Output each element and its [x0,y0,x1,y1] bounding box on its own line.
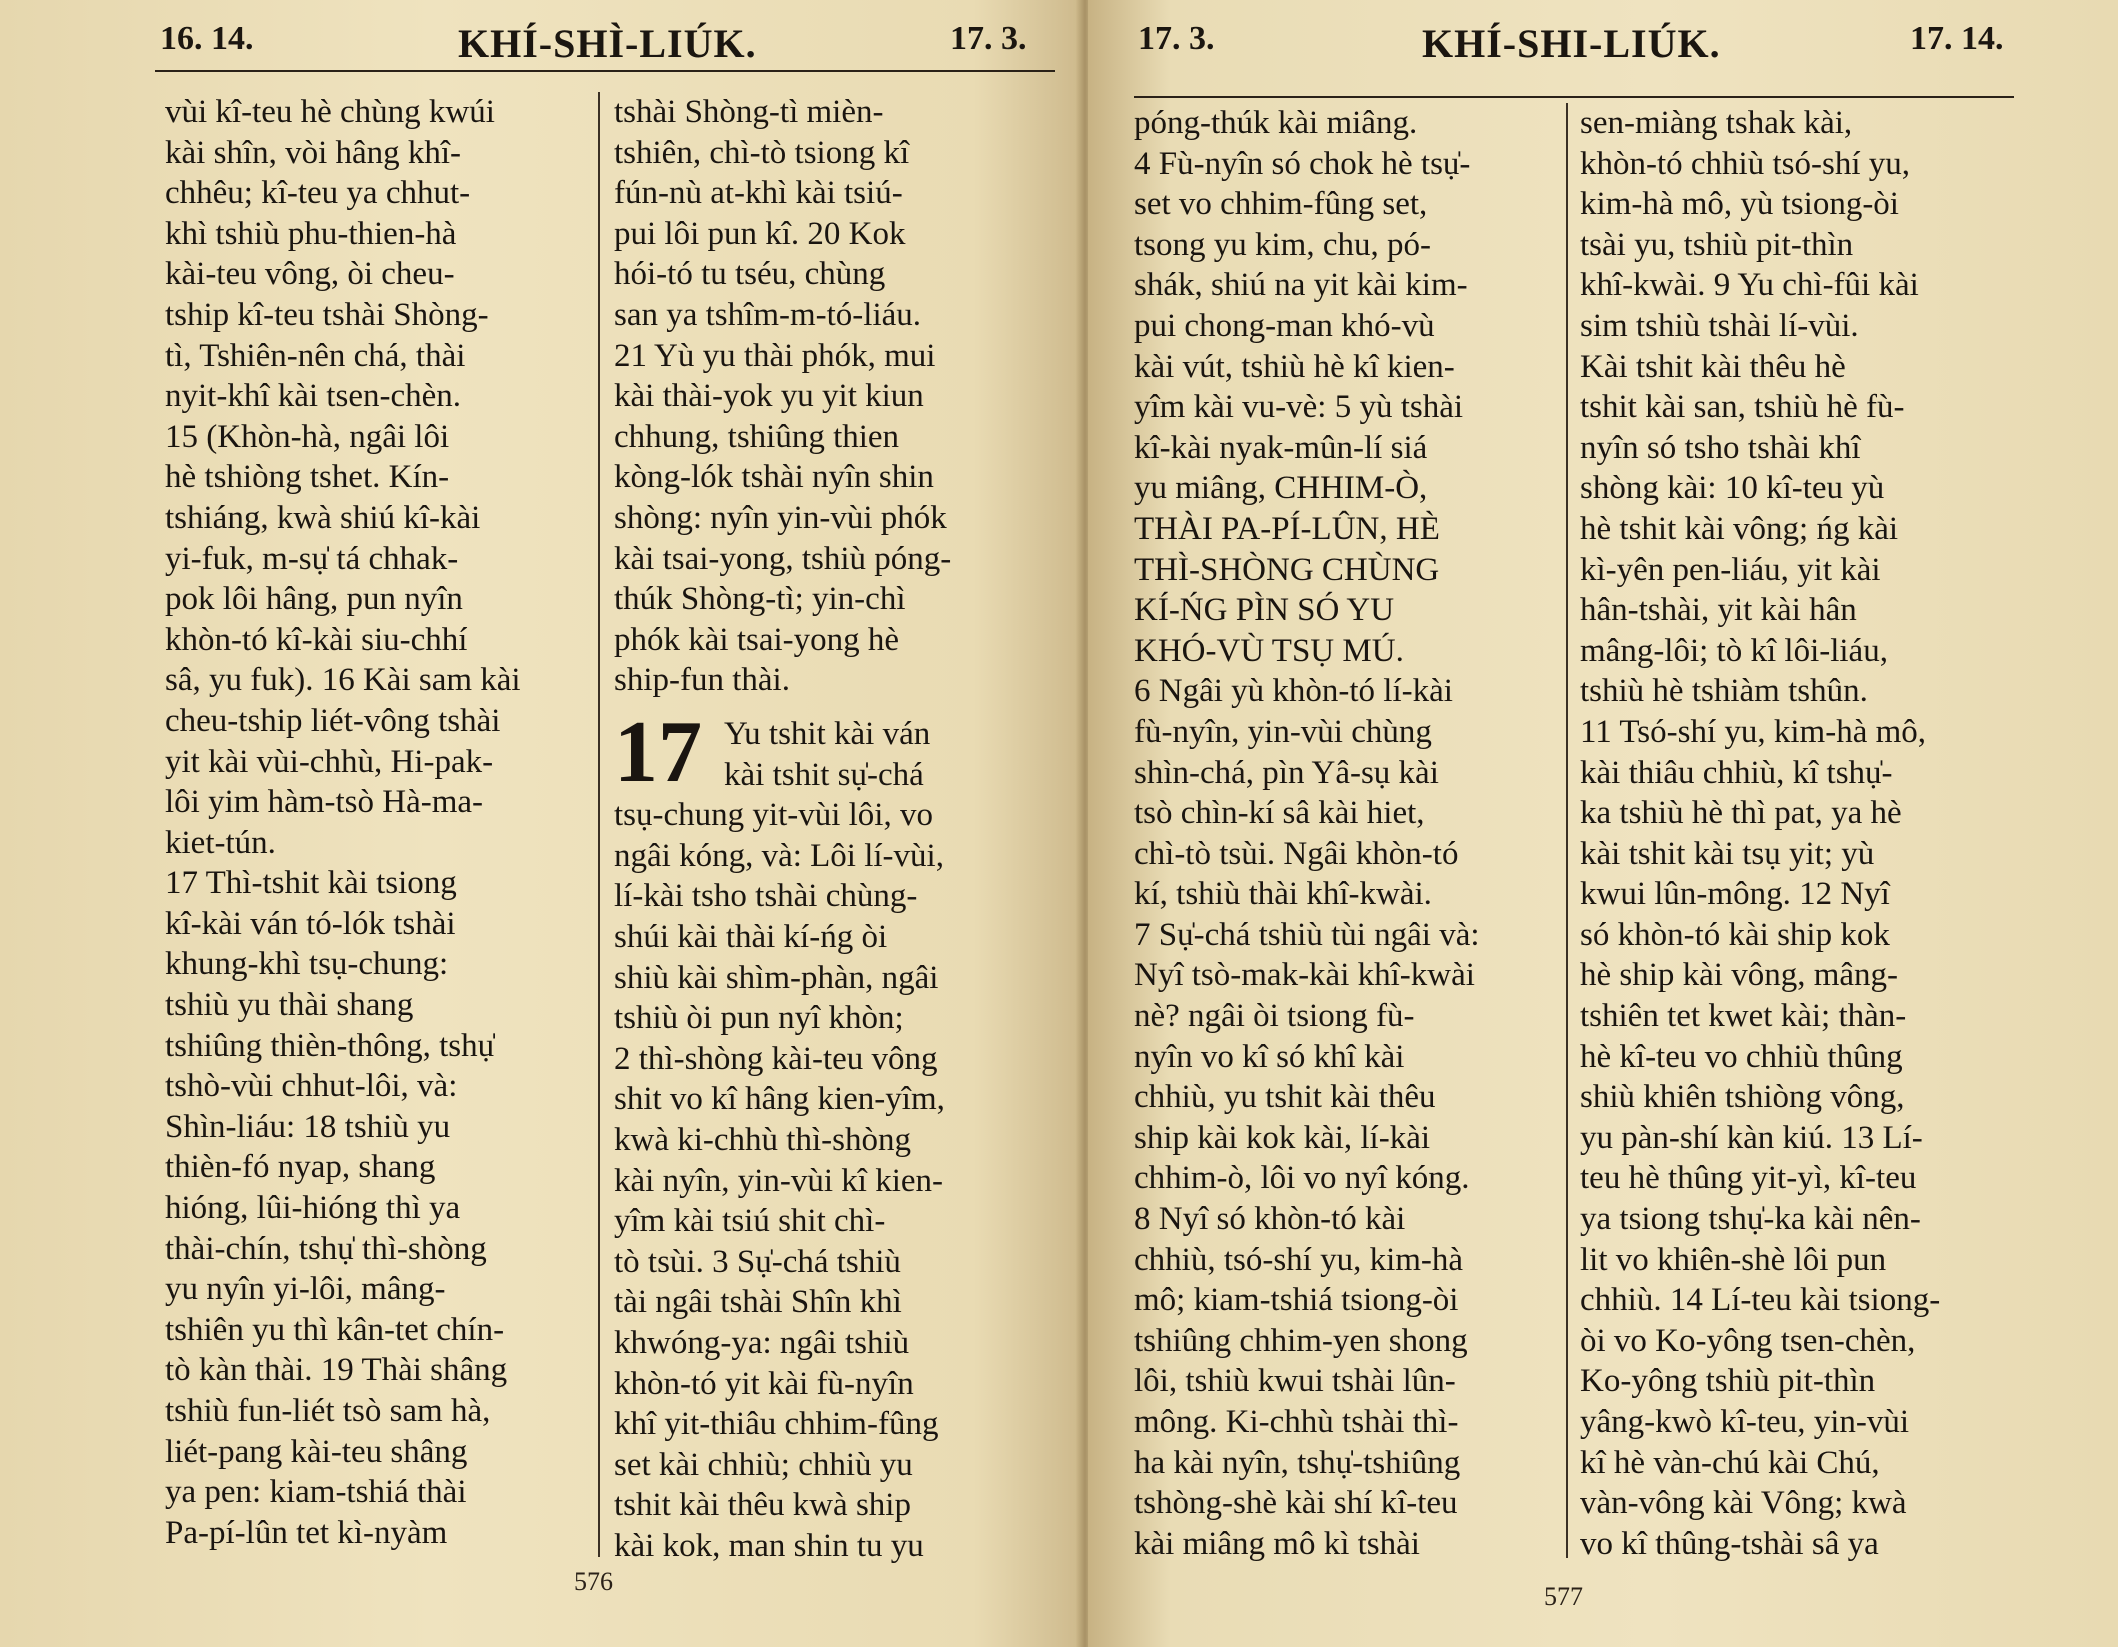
text-line: hè kî-teu vo chhiù thûng [1580,1038,1903,1075]
text-line: vo kî thûng-tshài sâ ya [1580,1525,1879,1562]
text-line: Nyî tsò-mak-kài khî-kwài [1134,957,1475,994]
text-line: shúi kài thài kí-ńg òi [614,918,888,955]
text-line: khung-khì tsụ-chung: [165,946,449,983]
right-page-folio: 577 [1544,1582,1583,1611]
text-line: kài kok, man shin tu yu [614,1527,924,1564]
text-line: tsò chìn-kí sâ kài hiet, [1134,795,1425,832]
text-line: hân-tshài, yit kài hân [1580,592,1857,629]
text-line: sen-miàng tshak kài, [1580,105,1853,141]
text-line: lit vo khiên-shè lôi pun [1580,1241,1887,1278]
left-page-header-verse-right: 17. 3. [950,20,1027,57]
text-line: 8 Nyî só khòn-tó kài [1134,1201,1406,1238]
text-line: kî-kài nyak-mûn-lí siá [1134,429,1428,466]
text-line: phók kài tsai-yong hè [614,621,900,658]
text-line: shiù khiên tshiòng vông, [1580,1079,1905,1116]
text-line: khwóng-ya: ngâi tshiù [614,1324,910,1361]
text-line: kài tsai-yong, tshiù póng- [614,540,952,577]
text-line: kî-kài ván tó-lók tshài [165,905,456,942]
text-line: tshài Shòng-tì mièn- [614,94,884,130]
text-line: Yu tshit kài ván [724,716,931,752]
text-line: chhung, tshiûng thien [614,418,900,455]
right-page-header-verse-left: 17. 3. [1138,20,1215,57]
text-line: póng-thúk kài miâng. [1134,105,1418,141]
text-line: kwui lûn-mông. 12 Nyî [1580,876,1890,913]
text-line: tshit kài thêu kwà ship [614,1487,911,1524]
text-line: ship kài kok kài, lí-kài [1134,1119,1431,1156]
text-line: kiet-tún. [165,824,276,861]
text-line: kim-hà mô, yù tsiong-òi [1580,186,1899,223]
text-line: tshit kài san, tshiù hè fù- [1580,389,1905,426]
text-line: Ko-yông tshiù pit-thìn [1580,1363,1876,1400]
text-line: tshiûng chhim-yen shong [1134,1322,1468,1359]
text-line: ngâi kóng, và: Lôi lí-vùi, [614,837,944,874]
text-line: tshiên, chì-tò tsiong kî [614,134,910,171]
text-line: tshiên tet kwet kài; thàn- [1580,998,1907,1035]
text-line: KÍ-ŃG PÌN SÓ YU [1134,592,1395,629]
text-line: pok lôi hâng, pun nyîn [165,581,463,618]
text-line: thúk Shòng-tì; yin-chì [614,581,906,618]
text-line: hè tshiòng tshet. Kín- [165,459,450,496]
text-line: THÌ-SHÒNG CHÙNG [1134,551,1440,588]
text-line: chhim-ò, lôi vo nyî kóng. [1134,1160,1470,1197]
text-line: tshiên yu thì kân-tet chín- [165,1311,505,1348]
left-column-2-bottom [614,704,1044,1566]
text-line: lôi yim hàm-tsò Hà-ma- [165,784,484,821]
text-line: tshiù yu thài shang [165,987,414,1024]
text-line: yit kài vùi-chhù, Hi-pak- [165,743,494,780]
text-line: THÀI PA-PÍ-LÛN, HÈ [1134,510,1440,547]
text-line: sâ, yu fuk). 16 Kài sam kài [165,662,521,699]
text-line: kài nyîn, yin-vùi kî kien- [614,1162,944,1199]
text-line: fù-nyîn, yin-vùi chùng [1134,713,1432,750]
text-line: kài vút, tshiù hè kî kien- [1134,348,1455,385]
left-page-header-title: KHÍ-SHÌ-LIÚK. [458,21,757,66]
text-line: khî yit-thiâu chhim-fûng [614,1406,939,1443]
text-line: set vo chhim-fûng set, [1134,186,1428,223]
text-line: vùi kî-teu hè chùng kwúi [165,94,495,130]
text-line: pui chong-man khó-vù [1134,307,1435,344]
text-line: fún-nù at-khì kài tsiú- [614,175,903,212]
text-line: chhiù, tsó-shí yu, kim-hà [1134,1241,1464,1278]
text-line: KHÓ-VÙ TSỤ MÚ. [1134,632,1404,669]
text-line: kài tshit sụ̍-chá [724,756,924,793]
text-line: shòng: nyîn yin-vùi phók [614,499,947,536]
text-line: Kài tshit kài thêu hè [1580,348,1846,385]
text-line: nyit-khî kài tsen-chèn. [165,378,462,415]
text-line: hióng, lûi-hióng thì ya [165,1190,461,1227]
text-line: òi vo Ko-yông tsen-chèn, [1580,1322,1916,1359]
text-line: shiù kài shìm-phàn, ngâi [614,959,939,996]
text-line: tò kàn thài. 19 Thài shâng [165,1352,508,1389]
text-line: mô; kiam-tshiá tsiong-òi [1134,1282,1459,1319]
text-line: kài tshit kài tsụ yit; yù [1580,835,1875,872]
text-line: hói-tó tu tséu, chùng [614,256,886,293]
text-line: Pa-pí-lûn tet kì-nyàm [165,1514,448,1551]
text-line: hè ship kài vông, mâng- [1580,957,1899,994]
text-line: 6 Ngâi yù khòn-tó lí-kài [1134,673,1453,710]
text-line: chhiù, yu tshit kài thêu [1134,1079,1436,1116]
right-column-rule [1566,103,1568,1558]
text-line: tshiûng thièn-thông, tshụ̍ [165,1027,495,1064]
text-line: kì-yên pen-liáu, yit kài [1580,551,1881,588]
chapter-17-dropcap: 17 [614,704,702,801]
left-header-rule [155,70,1055,72]
text-line: kài-teu vông, òi cheu- [165,256,455,293]
right-header-rule [1134,96,2014,98]
text-line: ya tsiong tshụ̍-ka kài nên- [1580,1201,1921,1238]
text-line: nyîn vo kî só khî kài [1134,1038,1405,1075]
text-line: liét-pang kài-teu shâng [165,1433,468,1470]
right-column-1 [1134,103,1554,1564]
text-line: sim tshiù tshài lí-vùi. [1580,307,1859,344]
left-column-2-top [614,92,1044,701]
text-line: tsụ-chung yit-vùi lôi, vo [614,797,933,834]
text-line: ship-fun thài. [614,662,790,699]
text-line: cheu-tship liét-vông tshài [165,702,501,739]
text-line: pui lôi pun kî. 20 Kok [614,215,906,252]
text-line: ha kài nyîn, tshụ̍-tshiûng [1134,1444,1461,1481]
text-line: san ya tshîm-m-tó-liáu. [614,296,922,333]
text-line: yîm kài vu-vè: 5 yù tshài [1134,389,1464,426]
text-line: chhiù. 14 Lí-teu kài tsiong- [1580,1282,1941,1319]
text-line: chì-tò tsùi. Ngâi khòn-tó [1134,835,1459,872]
text-line: tài ngâi tshài Shîn khì [614,1284,902,1321]
text-line: khòn-tó chhiù tsó-shí yu, [1580,145,1910,182]
text-line: só khòn-tó kài ship kok [1580,916,1890,953]
text-line: yâng-kwò kî-teu, yin-vùi [1580,1404,1910,1440]
text-line: 17 Thì-tshit kài tsiong [165,865,457,902]
text-line: tship kî-teu tshài Shòng- [165,296,489,333]
text-line: 11 Tsó-shí yu, kim-hà mô, [1580,713,1927,750]
right-page [1088,0,2118,1647]
text-line: kài thiâu chhiù, kî tshụ̍- [1580,754,1893,791]
text-line: tshòng-shè kài shí kî-teu [1134,1485,1458,1522]
text-line: thài-chín, tshụ̍ thì-shòng [165,1230,487,1267]
text-line: kwà ki-chhù thì-shòng [614,1121,911,1158]
text-line: yu miâng, CHHIM-Ò, [1134,470,1428,507]
text-line: kài thài-yok yu yit kiun [614,378,924,415]
text-line: 15 (Khòn-hà, ngâi lôi [165,418,450,455]
text-line: tshiù òi pun nyî khòn; [614,1000,904,1037]
text-line: shák, shiú na yit kài kim- [1134,267,1468,304]
text-line: shòng kài: 10 kî-teu yù [1580,470,1885,507]
text-line: mâng-lôi; tò kî lôi-liáu, [1580,632,1888,669]
text-line: nè? ngâi òi tsiong fù- [1134,998,1415,1035]
text-line: kòng-lók tshài nyîn shin [614,459,934,496]
text-line: kí, tshiù thài khî-kwài. [1134,876,1432,913]
text-line: khì tshiù phu-thien-hà [165,215,457,252]
text-line: lí-kài tsho tshài chùng- [614,878,918,915]
right-page-header-verse-right: 17. 14. [1910,20,2004,57]
text-line: ya pen: kiam-tshiá thài [165,1474,467,1511]
text-line: 2 thì-shòng kài-teu vông [614,1040,938,1077]
text-line: shit vo kî hâng kien-yîm, [614,1081,945,1118]
text-line: tshiù hè tshiàm tshûn. [1580,673,1868,710]
left-page-folio: 576 [574,1567,613,1596]
left-column-rule [598,92,600,1557]
text-line: ka tshiù hè thì pat, ya hè [1580,795,1902,832]
text-line: tì, Tshiên-nên chá, thài [165,337,466,374]
left-column-1 [165,92,585,1553]
right-column-2 [1580,103,2010,1564]
text-line: chhêu; kî-teu ya chhut- [165,175,471,212]
text-line: yu pàn-shí kàn kiú. 13 Lí- [1580,1119,1923,1156]
text-line: set kài chhiù; chhiù yu [614,1446,913,1483]
text-line: tò tsùi. 3 Sụ̍-chá tshiù [614,1243,901,1280]
text-line: khî-kwài. 9 Yu chì-fûi kài [1580,267,1919,304]
text-line: Shìn-liáu: 18 tshiù yu [165,1108,451,1145]
text-line: nyîn só tsho tshài khî [1580,429,1861,466]
text-line: khòn-tó kî-kài siu-chhí [165,621,468,658]
text-line: kài shîn, vòi hâng khî- [165,134,462,171]
text-line: tshò-vùi chhut-lôi, và: [165,1068,458,1105]
left-page-header-verse-left: 16. 14. [160,20,254,57]
text-line: tsong yu kim, chu, pó- [1134,226,1431,263]
text-line: lôi, tshiù kwui tshài lûn- [1134,1363,1456,1400]
text-line: khòn-tó yit kài fù-nyîn [614,1365,914,1402]
text-line: mông. Ki-chhù tshài thì- [1134,1404,1459,1440]
text-line: kài miâng mô kì tshài [1134,1525,1420,1562]
text-line: vàn-vông kài Vông; kwà [1580,1485,1907,1522]
text-line: 21 Yù yu thài phók, mui [614,337,936,374]
text-line: tshiáng, kwà shiú kî-kài [165,499,481,536]
text-line: yi-fuk, m-sụ̍ tá chhak- [165,540,459,577]
text-line: kî hè vàn-chú kài Chú, [1580,1444,1880,1481]
text-line: yîm kài tsiú shit chì- [614,1203,886,1240]
text-line: thièn-fó nyap, shang [165,1149,436,1186]
right-page-header-title: KHÍ-SHI-LIÚK. [1422,21,1721,66]
text-line: yu nyîn yi-lôi, mâng- [165,1271,446,1308]
text-line: 7 Sụ̍-chá tshiù tùi ngâi và: [1134,916,1480,953]
text-line: 4 Fù-nyîn só chok hè tsụ̍- [1134,145,1471,182]
text-line: hè tshit kài vông; ńg kài [1580,510,1899,547]
text-line: shìn-chá, pìn Yâ-sụ kài [1134,754,1439,791]
text-line: tsài yu, tshiù pit-thìn [1580,226,1854,263]
text-line: teu hè thûng yit-yì, kî-teu [1580,1160,1917,1197]
text-line: tshiù fun-liét tsò sam hà, [165,1393,491,1429]
